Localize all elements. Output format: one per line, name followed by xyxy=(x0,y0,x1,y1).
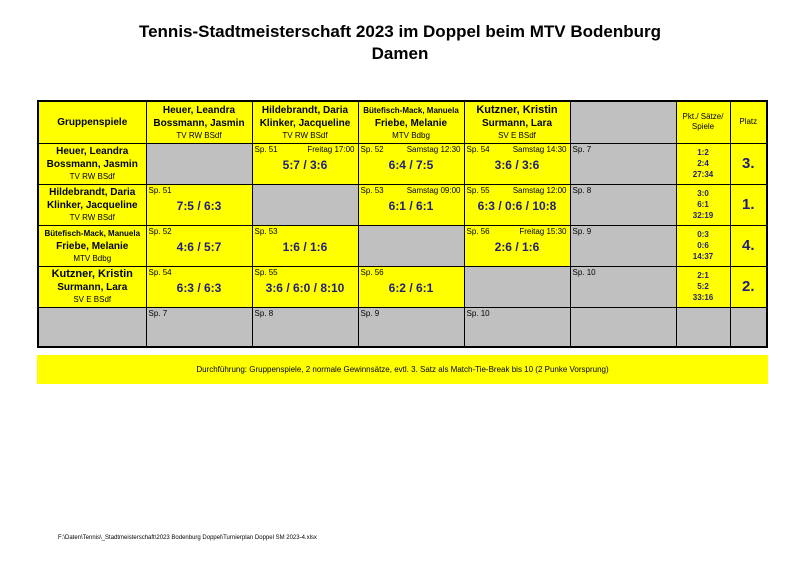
points-cell-empty xyxy=(676,307,730,347)
match-cell-empty: Sp. 8 xyxy=(252,307,358,347)
row-team: Bütefisch-Mack, Manuela Friebe, Melanie MTV Bdbg xyxy=(38,225,146,266)
format-note: Durchführung: Gruppenspiele, 2 normale Gewinnsätze, evtl. 3. Satz als Match-Tie-Break bis 10 (2 Punke Vorsprung) xyxy=(37,355,768,384)
points-cell: 2:1 5:2 33:16 xyxy=(676,266,730,307)
match-cell: Sp. 56 6:2 / 6:1 xyxy=(358,266,464,307)
table-row xyxy=(38,266,767,307)
match-cell: Sp. 51 Freitag 17:00 5:7 / 3:6 xyxy=(252,143,358,184)
match-cell: Sp. 55 Samstag 12:00 6:3 / 0:6 / 10:8 xyxy=(464,184,570,225)
table-row xyxy=(38,184,767,225)
match-cell: Sp. 53 Samstag 09:00 6:1 / 6:1 xyxy=(358,184,464,225)
points-cell: 1:2 2:4 27:34 xyxy=(676,143,730,184)
place-cell: 4. xyxy=(730,225,767,266)
empty-row-label xyxy=(38,307,146,347)
match-cell-empty: Sp. 7 xyxy=(146,307,252,347)
row-team: Heuer, Leandra Bossmann, Jasmin TV RW BSdf xyxy=(38,143,146,184)
header-place: Platz xyxy=(730,101,767,143)
points-cell: 0:3 0:6 14:37 xyxy=(676,225,730,266)
match-cell: Sp. 54 Samstag 14:30 3:6 / 3:6 xyxy=(464,143,570,184)
self-match-cell xyxy=(146,143,252,184)
header-group-label: Gruppenspiele xyxy=(38,101,146,143)
match-cell: Sp. 51 7:5 / 6:3 xyxy=(146,184,252,225)
match-cell: Sp. 55 3:6 / 6:0 / 8:10 xyxy=(252,266,358,307)
points-cell: 3:0 6:1 32:19 xyxy=(676,184,730,225)
header-row xyxy=(38,101,767,143)
match-cell-empty: Sp. 9 xyxy=(570,225,676,266)
match-cell: Sp. 56 Freitag 15:30 2:6 / 1:6 xyxy=(464,225,570,266)
table-row xyxy=(38,143,767,184)
page-subtitle: Damen xyxy=(371,44,429,63)
table-row xyxy=(38,225,767,266)
self-match-cell xyxy=(358,225,464,266)
header-team-4: Kutzner, Kristin Surmann, Lara SV E BSdf xyxy=(464,101,570,143)
match-cell-empty: Sp. 7 xyxy=(570,143,676,184)
match-cell: Sp. 54 6:3 / 6:3 xyxy=(146,266,252,307)
place-cell-empty xyxy=(730,307,767,347)
match-cell: Sp. 53 1:6 / 1:6 xyxy=(252,225,358,266)
tournament-grid xyxy=(37,100,768,348)
page-title: Tennis-Stadtmeisterschaft 2023 im Doppel beim MTV Bodenburg xyxy=(138,22,662,41)
row-team: Hildebrandt, Daria Klinker, Jacqueline TV RW BSdf xyxy=(38,184,146,225)
match-cell-empty: Sp. 10 xyxy=(570,266,676,307)
match-cell-empty: Sp. 8 xyxy=(570,184,676,225)
place-cell: 2. xyxy=(730,266,767,307)
empty-row xyxy=(38,307,767,347)
place-cell: 1. xyxy=(730,184,767,225)
place-cell: 3. xyxy=(730,143,767,184)
header-points: Pkt./ Sätze/ Spiele xyxy=(676,101,730,143)
row-team: Kutzner, Kristin Surmann, Lara SV E BSdf xyxy=(38,266,146,307)
header-empty-cell xyxy=(570,101,676,143)
match-cell: Sp. 52 Samstag 12:30 6:4 / 7:5 xyxy=(358,143,464,184)
match-cell: Sp. 52 4:6 / 5:7 xyxy=(146,225,252,266)
self-match-cell xyxy=(252,184,358,225)
match-cell-empty xyxy=(570,307,676,347)
match-cell-empty: Sp. 10 xyxy=(464,307,570,347)
file-path: F:\Daten\Tennis\_Stadtmeisterschaft\2023 Bodenburg Doppel\Turnierplan Doppel SM 2023-4.xlsx xyxy=(58,535,317,541)
header-team-2: Hildebrandt, Daria Klinker, Jacqueline TV RW BSdf xyxy=(252,101,358,143)
header-team-1: Heuer, Leandra Bossmann, Jasmin TV RW BSdf xyxy=(146,101,252,143)
match-cell-empty: Sp. 9 xyxy=(358,307,464,347)
header-team-3: Bütefisch-Mack, Manuela Friebe, Melanie MTV Bdbg xyxy=(358,101,464,143)
self-match-cell xyxy=(464,266,570,307)
